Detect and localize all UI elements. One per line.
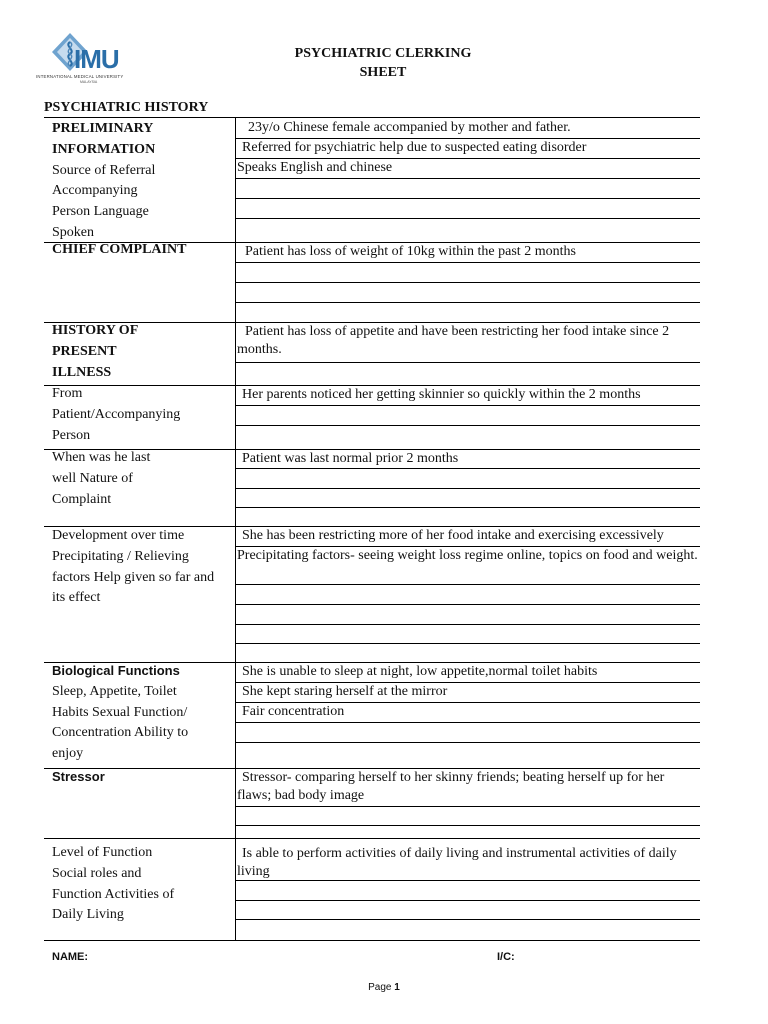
answer-line[interactable]: Patient has loss of weight of 10kg within the past 2 months — [245, 244, 576, 259]
page-number — [0, 982, 768, 993]
label-stressor — [52, 767, 228, 788]
answer-rule — [236, 643, 700, 644]
section-title: PSYCHIATRIC HISTORY — [44, 100, 209, 115]
logo-subtitle: INTERNATIONAL MEDICAL UNIVERSITY — [36, 74, 124, 79]
answer-rule — [236, 198, 700, 199]
answer-line[interactable]: Fair concentration — [242, 704, 345, 719]
label-line: When was he last — [52, 450, 151, 465]
label-line: Level of Function — [52, 845, 153, 860]
label-line: Person Language — [52, 204, 149, 220]
answer-rule — [236, 468, 700, 469]
label-last-well — [52, 448, 228, 510]
answer-line[interactable]: She has been restricting more of her food intake and exercising excessively — [242, 528, 664, 543]
label-line: Source of Referral — [52, 162, 156, 178]
answer-rule — [236, 806, 700, 807]
answer-line[interactable]: 23y/o Chinese female accompanied by mother and father. — [248, 120, 571, 135]
name-label: NAME: — [52, 951, 89, 963]
label-preliminary-information — [52, 119, 228, 244]
imu-logo — [36, 30, 148, 86]
page-number-value: 1 — [394, 982, 400, 993]
answer-rule — [236, 742, 700, 743]
label-line: enjoy — [52, 746, 84, 762]
answer-rule — [236, 919, 700, 920]
ic-label: I/C: — [497, 951, 515, 963]
page-title-line-1: PSYCHIATRIC CLERKING — [294, 46, 472, 61]
logo-subtitle-2: MALAYSIA — [80, 80, 98, 84]
label-line: HISTORY OF — [52, 323, 139, 338]
answer-rule — [236, 880, 700, 881]
label-line: Sleep, Appetite, Toilet — [52, 683, 177, 699]
answer-rule — [236, 624, 700, 625]
answer-rule — [236, 507, 700, 508]
label-line: Patient/Accompanying — [52, 406, 181, 422]
answer-line[interactable]: Precipitating factors- seeing weight loss regime online, topics on food and weight. — [237, 548, 698, 563]
label-line: Development over time — [52, 528, 185, 543]
label-line: CHIEF COMPLAINT — [52, 242, 187, 257]
row-separator — [44, 838, 700, 839]
label-development-over-time — [52, 526, 228, 609]
answer-rule — [236, 488, 700, 489]
answer-line[interactable]: She is unable to sleep at night, low appetite,normal toilet habits — [242, 664, 598, 679]
label-line: PRELIMINARY — [52, 121, 154, 136]
answer-line[interactable]: Stressor- comparing herself to her skinny friends; beating herself up for her flaws; bad body image — [237, 770, 665, 803]
label-line: INFORMATION — [52, 141, 156, 157]
answer-line[interactable]: Speaks English and chinese — [237, 160, 393, 175]
label-line: Accompanying — [52, 183, 138, 199]
logo-text: IMU — [74, 44, 119, 74]
label-line: Concentration Ability to — [52, 725, 189, 741]
label-line: its effect — [52, 590, 101, 606]
answer-line[interactable]: Patient has loss of appetite and have been restricting her food intake since 2 months. — [237, 324, 670, 357]
label-biological-functions — [52, 661, 228, 765]
label-history-of-present-illness — [52, 321, 228, 383]
answer-rule — [236, 722, 700, 723]
answer-rule — [236, 405, 700, 406]
answer-rule — [236, 282, 700, 283]
label-line: ILLNESS — [52, 364, 112, 380]
label-level-of-function — [52, 843, 228, 926]
label-line: Stressor — [52, 769, 105, 784]
label-from-patient — [52, 384, 228, 446]
label-line: Habits Sexual Function/ — [52, 704, 188, 720]
page-word: Page — [368, 982, 392, 993]
answer-rule — [236, 218, 700, 219]
label-line: Complaint — [52, 491, 112, 507]
answer-rule — [236, 584, 700, 585]
answer-rule — [236, 262, 700, 263]
label-line: Biological Functions — [52, 663, 180, 678]
answer-rule — [236, 900, 700, 901]
answer-rule — [236, 302, 700, 303]
answer-line[interactable]: Is able to perform activities of daily living and instrumental activities of daily living — [237, 846, 677, 879]
label-line: Function Activities of — [52, 886, 175, 902]
answer-rule — [236, 825, 700, 826]
answer-line[interactable]: Patient was last normal prior 2 months — [242, 451, 459, 466]
answer-rule — [236, 604, 700, 605]
answer-line[interactable]: She kept staring herself at the mirror — [242, 684, 448, 699]
label-line: Precipitating / Relieving — [52, 548, 189, 564]
page-title-line-2: SHEET — [359, 65, 407, 80]
label-line: factors Help given so far and — [52, 569, 215, 585]
answer-line[interactable]: Her parents noticed her getting skinnier so quickly within the 2 months — [242, 387, 641, 402]
label-line: Spoken — [52, 224, 94, 240]
label-line: Person — [52, 427, 91, 443]
answer-rule — [236, 178, 700, 179]
label-line: well Nature of — [52, 470, 133, 486]
label-chief-complaint — [52, 240, 228, 261]
answer-line[interactable]: Referred for psychiatric help due to suspected eating disorder — [242, 140, 587, 155]
answer-rule — [236, 425, 700, 426]
history-form — [44, 117, 700, 941]
label-line: Daily Living — [52, 907, 124, 923]
answer-rule — [236, 362, 700, 363]
label-line: PRESENT — [52, 343, 117, 359]
label-line: Social roles and — [52, 865, 142, 881]
label-line: From — [52, 386, 83, 401]
